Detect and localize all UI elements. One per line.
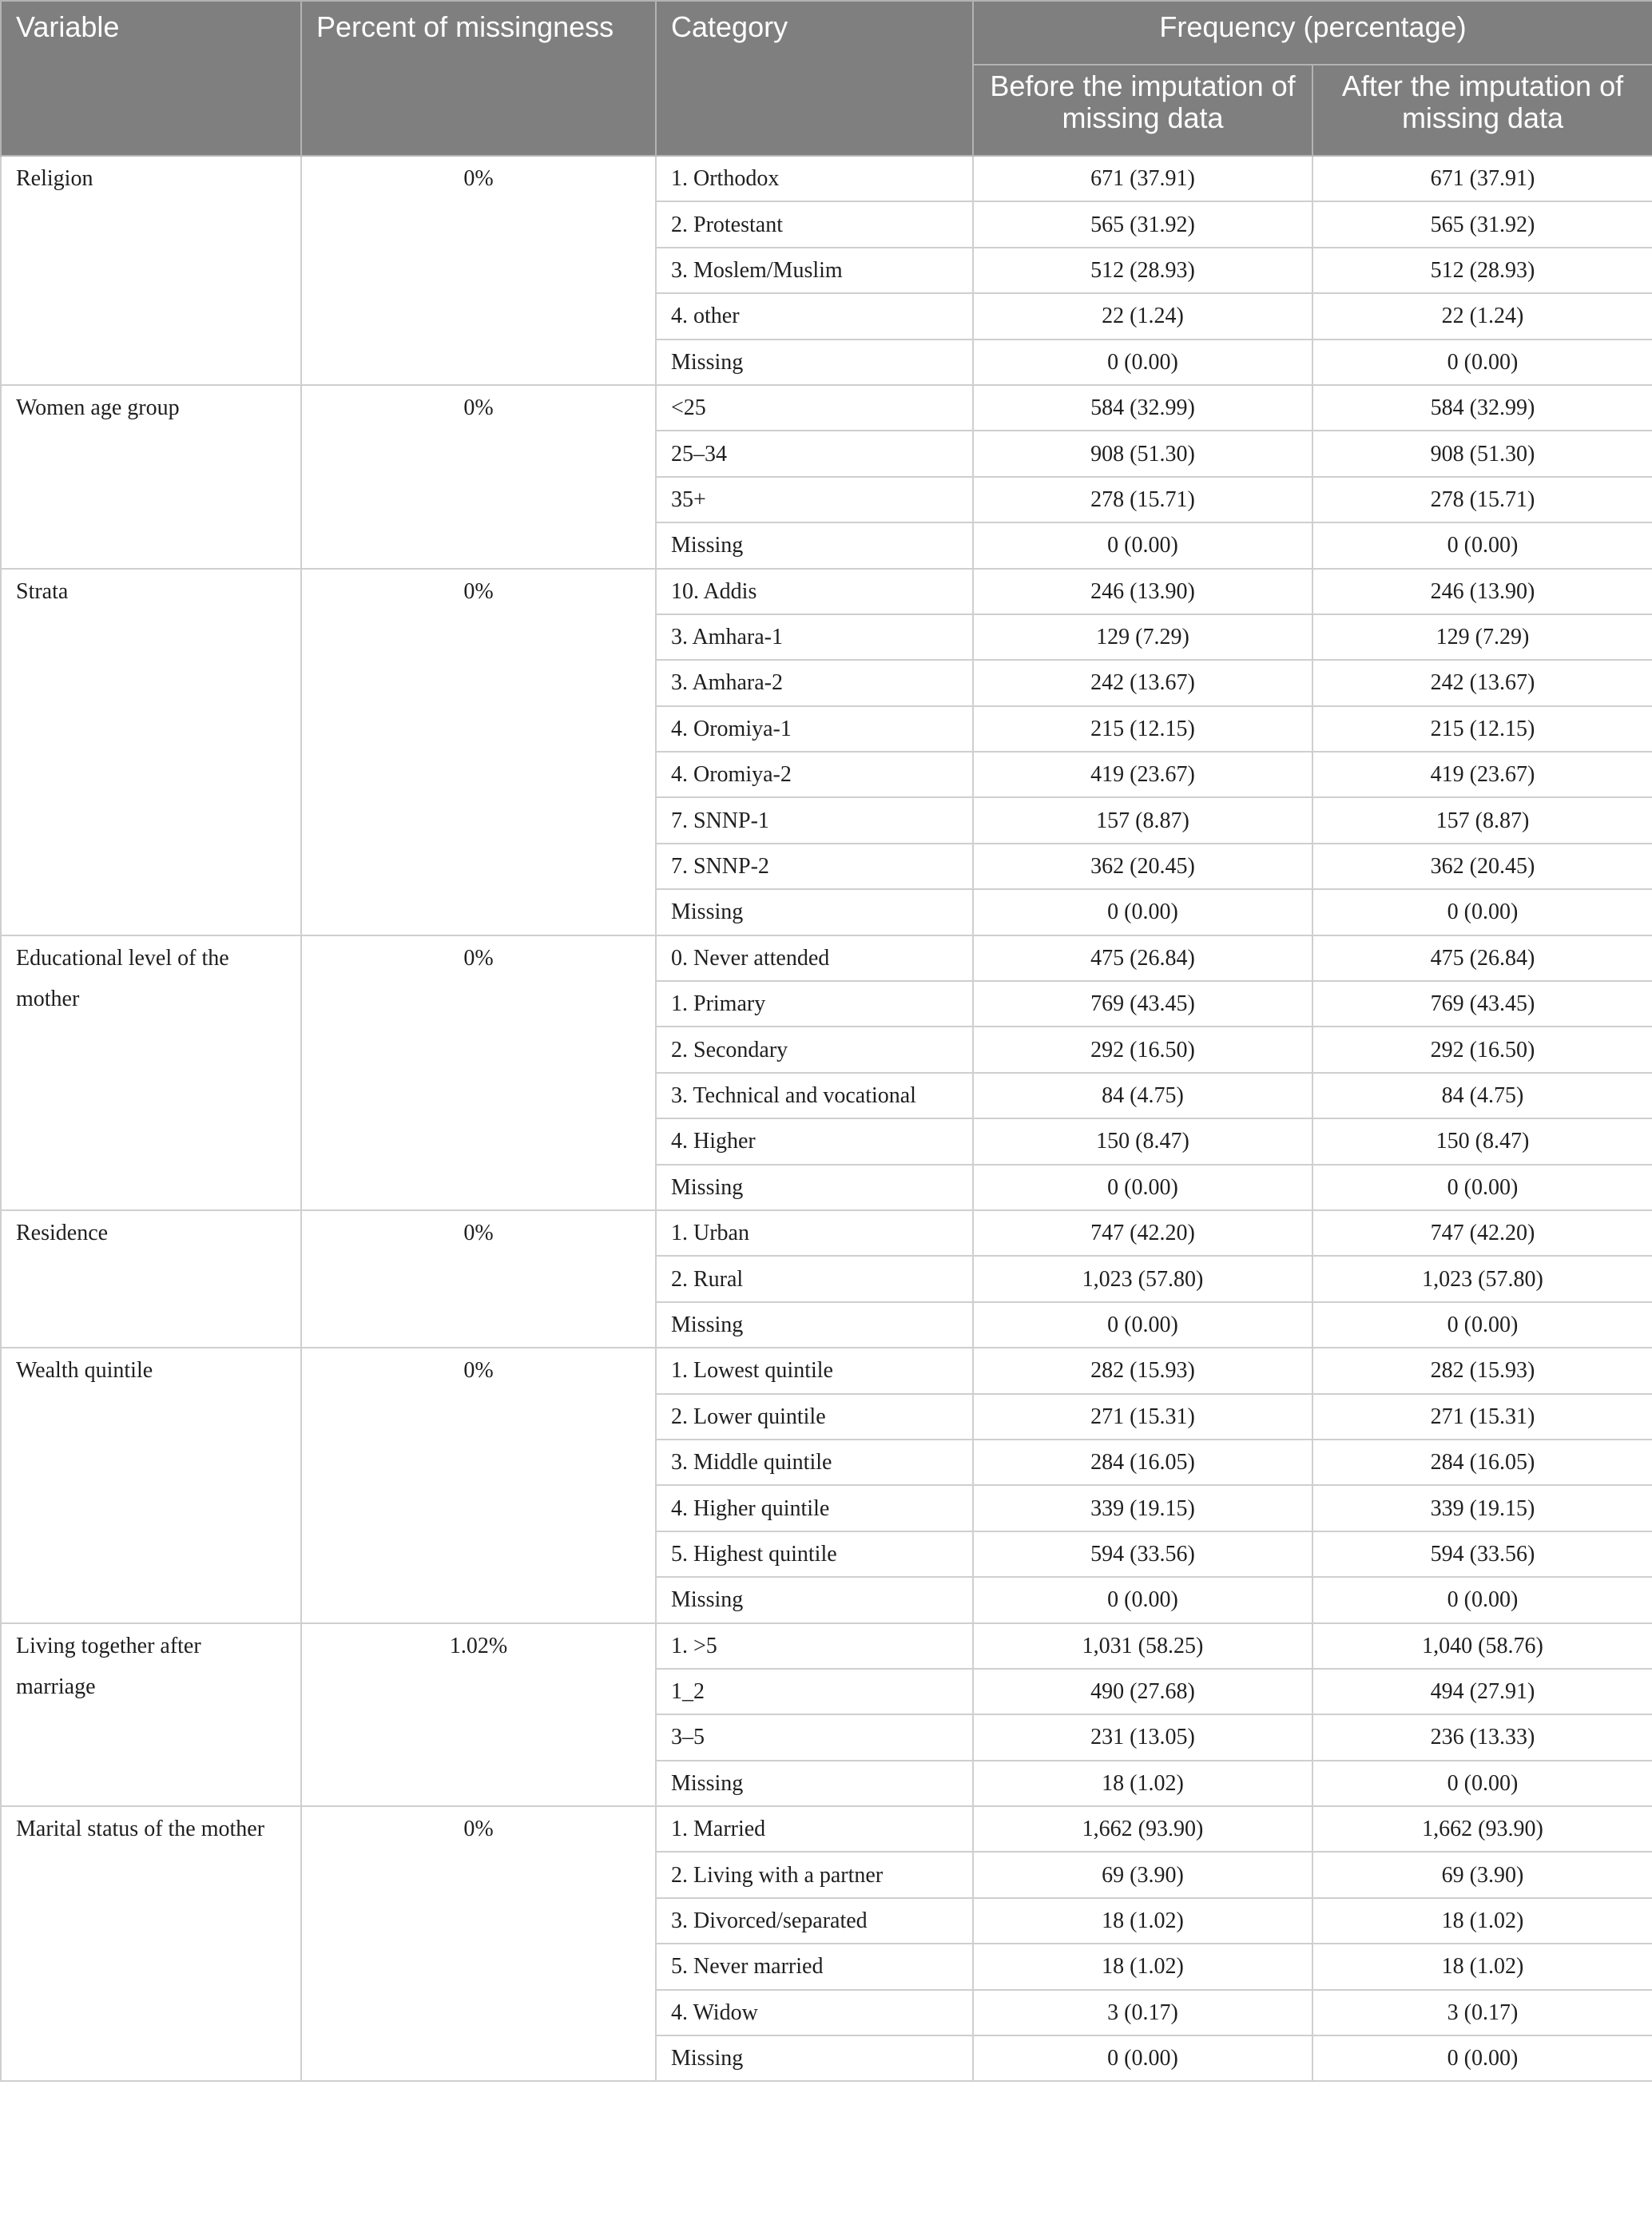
after-imputation-cell: 18 (1.02)	[1312, 1944, 1652, 1989]
missingness-cell: 0%	[301, 1210, 656, 1348]
variable-cell: Residence	[1, 1210, 301, 1348]
category-cell: <25	[656, 385, 973, 431]
missingness-cell: 0%	[301, 156, 656, 385]
before-imputation-cell: 908 (51.30)	[973, 431, 1312, 476]
category-cell: 4. Higher quintile	[656, 1485, 973, 1531]
category-cell: 4. Oromiya-2	[656, 752, 973, 797]
table-row	[1, 935, 1652, 981]
category-cell: 1_2	[656, 1669, 973, 1714]
category-cell: 25–34	[656, 431, 973, 476]
after-imputation-cell: 362 (20.45)	[1312, 844, 1652, 889]
before-imputation-cell: 22 (1.24)	[973, 293, 1312, 339]
after-imputation-cell: 339 (19.15)	[1312, 1485, 1652, 1531]
before-imputation-cell: 769 (43.45)	[973, 981, 1312, 1027]
category-cell: 3. Amhara-1	[656, 614, 973, 660]
before-imputation-cell: 0 (0.00)	[973, 1577, 1312, 1622]
after-imputation-cell: 565 (31.92)	[1312, 201, 1652, 247]
before-imputation-cell: 747 (42.20)	[973, 1210, 1312, 1256]
after-imputation-cell: 0 (0.00)	[1312, 1577, 1652, 1622]
after-imputation-cell: 242 (13.67)	[1312, 660, 1652, 705]
after-imputation-cell: 1,023 (57.80)	[1312, 1256, 1652, 1301]
before-imputation-cell: 18 (1.02)	[973, 1944, 1312, 1989]
category-cell: Missing	[656, 2035, 973, 2081]
category-cell: 2. Secondary	[656, 1027, 973, 1072]
category-cell: 3–5	[656, 1714, 973, 1760]
category-cell: 1. Primary	[656, 981, 973, 1027]
category-cell: 35+	[656, 477, 973, 522]
after-imputation-cell: 271 (15.31)	[1312, 1394, 1652, 1440]
table-body	[1, 156, 1652, 2081]
category-cell: 3. Technical and vocational	[656, 1073, 973, 1118]
category-cell: 1. >5	[656, 1623, 973, 1669]
after-imputation-cell: 0 (0.00)	[1312, 1165, 1652, 1210]
before-imputation-cell: 0 (0.00)	[973, 522, 1312, 568]
table-row	[1, 385, 1652, 431]
variable-cell: Women age group	[1, 385, 301, 569]
after-imputation-cell: 512 (28.93)	[1312, 248, 1652, 293]
before-imputation-cell: 231 (13.05)	[973, 1714, 1312, 1760]
category-cell: 3. Moslem/Muslim	[656, 248, 973, 293]
before-imputation-cell: 215 (12.15)	[973, 706, 1312, 752]
before-imputation-cell: 278 (15.71)	[973, 477, 1312, 522]
header-frequency: Frequency (percentage)	[973, 1, 1652, 65]
table-row	[1, 1210, 1652, 1256]
category-cell: 1. Lowest quintile	[656, 1348, 973, 1393]
category-cell: 4. Oromiya-1	[656, 706, 973, 752]
category-cell: Missing	[656, 1165, 973, 1210]
variable-cell: Wealth quintile	[1, 1348, 301, 1622]
before-imputation-cell: 671 (37.91)	[973, 156, 1312, 201]
category-cell: Missing	[656, 522, 973, 568]
category-cell: Missing	[656, 340, 973, 385]
after-imputation-cell: 1,662 (93.90)	[1312, 1806, 1652, 1852]
category-cell: 4. Higher	[656, 1118, 973, 1164]
header-after: After the imputation of missing data	[1312, 65, 1652, 156]
variable-cell: Strata	[1, 569, 301, 935]
category-cell: 10. Addis	[656, 569, 973, 614]
before-imputation-cell: 339 (19.15)	[973, 1485, 1312, 1531]
before-imputation-cell: 129 (7.29)	[973, 614, 1312, 660]
table-header	[1, 1, 1652, 156]
category-cell: 2. Living with a partner	[656, 1852, 973, 1897]
before-imputation-cell: 292 (16.50)	[973, 1027, 1312, 1072]
after-imputation-cell: 282 (15.93)	[1312, 1348, 1652, 1393]
category-cell: 2. Lower quintile	[656, 1394, 973, 1440]
after-imputation-cell: 0 (0.00)	[1312, 522, 1652, 568]
after-imputation-cell: 69 (3.90)	[1312, 1852, 1652, 1897]
after-imputation-cell: 278 (15.71)	[1312, 477, 1652, 522]
after-imputation-cell: 769 (43.45)	[1312, 981, 1652, 1027]
category-cell: 1. Urban	[656, 1210, 973, 1256]
table-row	[1, 156, 1652, 201]
after-imputation-cell: 18 (1.02)	[1312, 1898, 1652, 1944]
before-imputation-cell: 246 (13.90)	[973, 569, 1312, 614]
category-cell: 3. Divorced/separated	[656, 1898, 973, 1944]
before-imputation-cell: 157 (8.87)	[973, 797, 1312, 843]
category-cell: 0. Never attended	[656, 935, 973, 981]
before-imputation-cell: 0 (0.00)	[973, 1165, 1312, 1210]
after-imputation-cell: 236 (13.33)	[1312, 1714, 1652, 1760]
before-imputation-cell: 0 (0.00)	[973, 340, 1312, 385]
after-imputation-cell: 150 (8.47)	[1312, 1118, 1652, 1164]
missingness-cell: 0%	[301, 935, 656, 1210]
variable-cell: Educational level of the mother	[1, 935, 301, 1210]
after-imputation-cell: 475 (26.84)	[1312, 935, 1652, 981]
after-imputation-cell: 0 (0.00)	[1312, 1302, 1652, 1348]
header-missingness: Percent of missingness	[301, 1, 656, 156]
after-imputation-cell: 584 (32.99)	[1312, 385, 1652, 431]
category-cell: 1. Married	[656, 1806, 973, 1852]
before-imputation-cell: 69 (3.90)	[973, 1852, 1312, 1897]
before-imputation-cell: 1,662 (93.90)	[973, 1806, 1312, 1852]
after-imputation-cell: 22 (1.24)	[1312, 293, 1652, 339]
after-imputation-cell: 292 (16.50)	[1312, 1027, 1652, 1072]
header-before: Before the imputation of missing data	[973, 65, 1312, 156]
missingness-cell: 0%	[301, 385, 656, 569]
missingness-cell: 1.02%	[301, 1623, 656, 1807]
category-cell: 3. Amhara-2	[656, 660, 973, 705]
after-imputation-cell: 129 (7.29)	[1312, 614, 1652, 660]
after-imputation-cell: 0 (0.00)	[1312, 2035, 1652, 2081]
category-cell: Missing	[656, 1761, 973, 1806]
category-cell: 7. SNNP-2	[656, 844, 973, 889]
after-imputation-cell: 84 (4.75)	[1312, 1073, 1652, 1118]
category-cell: Missing	[656, 1302, 973, 1348]
after-imputation-cell: 157 (8.87)	[1312, 797, 1652, 843]
after-imputation-cell: 1,040 (58.76)	[1312, 1623, 1652, 1669]
table-row	[1, 1806, 1652, 1852]
before-imputation-cell: 0 (0.00)	[973, 889, 1312, 935]
variable-cell: Living together after marriage	[1, 1623, 301, 1807]
before-imputation-cell: 284 (16.05)	[973, 1440, 1312, 1485]
before-imputation-cell: 475 (26.84)	[973, 935, 1312, 981]
before-imputation-cell: 150 (8.47)	[973, 1118, 1312, 1164]
before-imputation-cell: 419 (23.67)	[973, 752, 1312, 797]
category-cell: 1. Orthodox	[656, 156, 973, 201]
category-cell: 2. Protestant	[656, 201, 973, 247]
before-imputation-cell: 18 (1.02)	[973, 1761, 1312, 1806]
after-imputation-cell: 494 (27.91)	[1312, 1669, 1652, 1714]
after-imputation-cell: 3 (0.17)	[1312, 1990, 1652, 2035]
category-cell: 3. Middle quintile	[656, 1440, 973, 1485]
category-cell: 5. Never married	[656, 1944, 973, 1989]
variable-cell: Religion	[1, 156, 301, 385]
category-cell: 7. SNNP-1	[656, 797, 973, 843]
missingness-cell: 0%	[301, 569, 656, 935]
before-imputation-cell: 3 (0.17)	[973, 1990, 1312, 2035]
after-imputation-cell: 0 (0.00)	[1312, 340, 1652, 385]
variable-cell: Marital status of the mother	[1, 1806, 301, 2081]
after-imputation-cell: 284 (16.05)	[1312, 1440, 1652, 1485]
after-imputation-cell: 0 (0.00)	[1312, 1761, 1652, 1806]
category-cell: 4. Widow	[656, 1990, 973, 2035]
before-imputation-cell: 512 (28.93)	[973, 248, 1312, 293]
table-row	[1, 1348, 1652, 1393]
before-imputation-cell: 84 (4.75)	[973, 1073, 1312, 1118]
before-imputation-cell: 18 (1.02)	[973, 1898, 1312, 1944]
category-cell: 4. other	[656, 293, 973, 339]
before-imputation-cell: 0 (0.00)	[973, 1302, 1312, 1348]
table-row	[1, 569, 1652, 614]
after-imputation-cell: 671 (37.91)	[1312, 156, 1652, 201]
table-row	[1, 1623, 1652, 1669]
category-cell: Missing	[656, 1577, 973, 1622]
after-imputation-cell: 419 (23.67)	[1312, 752, 1652, 797]
after-imputation-cell: 0 (0.00)	[1312, 889, 1652, 935]
header-variable: Variable	[1, 1, 301, 156]
after-imputation-cell: 215 (12.15)	[1312, 706, 1652, 752]
missingness-cell: 0%	[301, 1348, 656, 1622]
after-imputation-cell: 908 (51.30)	[1312, 431, 1652, 476]
after-imputation-cell: 246 (13.90)	[1312, 569, 1652, 614]
after-imputation-cell: 594 (33.56)	[1312, 1531, 1652, 1577]
after-imputation-cell: 747 (42.20)	[1312, 1210, 1652, 1256]
before-imputation-cell: 565 (31.92)	[973, 201, 1312, 247]
before-imputation-cell: 490 (27.68)	[973, 1669, 1312, 1714]
header-category: Category	[656, 1, 973, 156]
category-cell: 5. Highest quintile	[656, 1531, 973, 1577]
missingness-cell: 0%	[301, 1806, 656, 2081]
before-imputation-cell: 0 (0.00)	[973, 2035, 1312, 2081]
before-imputation-cell: 1,031 (58.25)	[973, 1623, 1312, 1669]
before-imputation-cell: 242 (13.67)	[973, 660, 1312, 705]
before-imputation-cell: 282 (15.93)	[973, 1348, 1312, 1393]
before-imputation-cell: 594 (33.56)	[973, 1531, 1312, 1577]
before-imputation-cell: 584 (32.99)	[973, 385, 1312, 431]
before-imputation-cell: 271 (15.31)	[973, 1394, 1312, 1440]
before-imputation-cell: 362 (20.45)	[973, 844, 1312, 889]
before-imputation-cell: 1,023 (57.80)	[973, 1256, 1312, 1301]
category-cell: 2. Rural	[656, 1256, 973, 1301]
category-cell: Missing	[656, 889, 973, 935]
